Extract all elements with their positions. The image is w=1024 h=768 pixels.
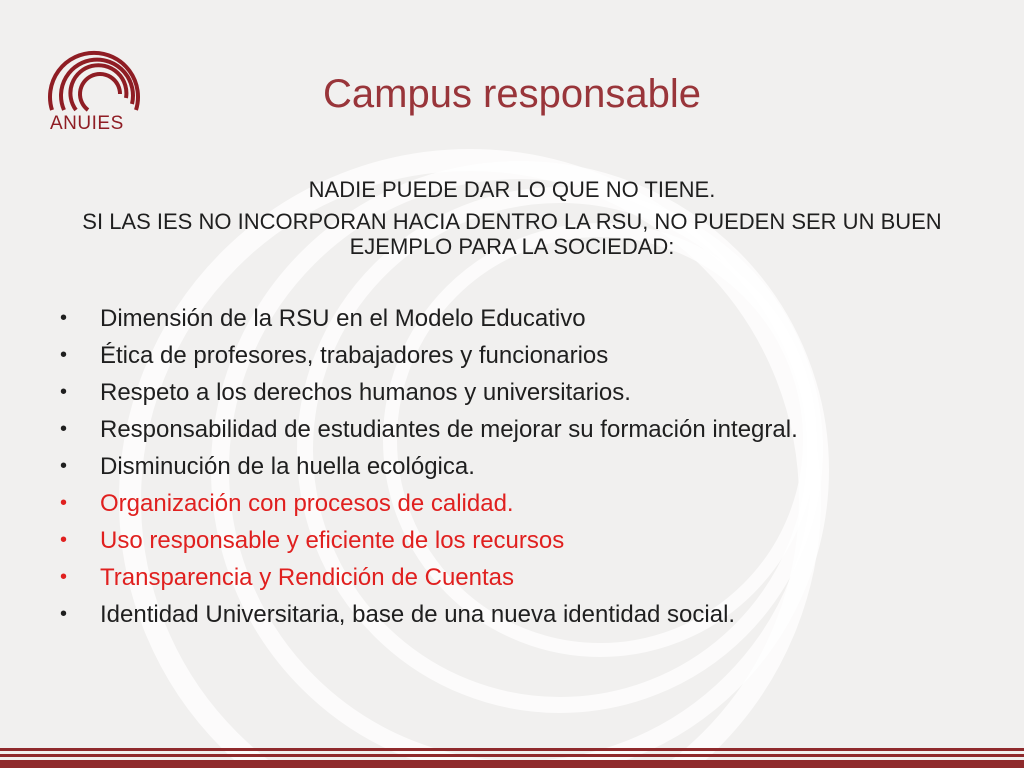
bullet-icon: • <box>60 381 68 403</box>
bullet-icon: • <box>60 344 68 366</box>
list-item <box>58 559 978 596</box>
bullet-text: Responsabilidad de estudiantes de mejorar su formación integral. <box>100 416 798 443</box>
list-item <box>58 448 978 485</box>
list-item <box>58 522 978 559</box>
bullet-icon: • <box>60 455 68 477</box>
bullet-icon: • <box>60 566 68 588</box>
intro-block <box>40 176 984 265</box>
bullet-text: Respeto a los derechos humanos y universitarios. <box>100 379 631 406</box>
bullet-icon: • <box>60 603 68 625</box>
list-item <box>58 374 978 411</box>
bullet-list <box>58 300 978 633</box>
bullet-text: Uso responsable y eficiente de los recursos <box>100 527 565 554</box>
list-item <box>58 485 978 522</box>
page-title: Campus responsable <box>323 72 701 116</box>
footer-stripe <box>0 748 1024 751</box>
list-item <box>58 300 978 337</box>
bullet-text: Transparencia y Rendición de Cuentas <box>100 564 515 591</box>
list-item <box>58 411 978 448</box>
bullet-text: Disminución de la huella ecológica. <box>100 453 475 480</box>
bullet-text: Dimensión de la RSU en el Modelo Educativo <box>100 305 586 332</box>
bullet-text: Organización con procesos de calidad. <box>100 490 514 517</box>
bullet-icon: • <box>60 529 68 551</box>
list-item <box>58 337 978 374</box>
bullet-icon: • <box>60 418 68 440</box>
list-item <box>58 596 978 633</box>
logo-text: ANUIES <box>50 113 124 134</box>
footer-stripes <box>0 744 1024 768</box>
bullet-icon: • <box>60 492 68 514</box>
bullet-text: Ética de profesores, trabajadores y funcionarios <box>100 342 609 369</box>
intro-line-2: SI LAS IES NO INCORPORAN HACIA DENTRO LA RSU, NO PUEDEN SER UN BUEN EJEMPLO PARA LA SOCIEDAD: <box>82 209 942 259</box>
intro-line-1: NADIE PUEDE DAR LO QUE NO TIENE. <box>308 177 716 202</box>
bullet-icon: • <box>60 307 68 329</box>
footer-stripe <box>0 754 1024 757</box>
footer-stripe <box>0 760 1024 768</box>
bullet-text: Identidad Universitaria, base de una nueva identidad social. <box>100 601 736 628</box>
